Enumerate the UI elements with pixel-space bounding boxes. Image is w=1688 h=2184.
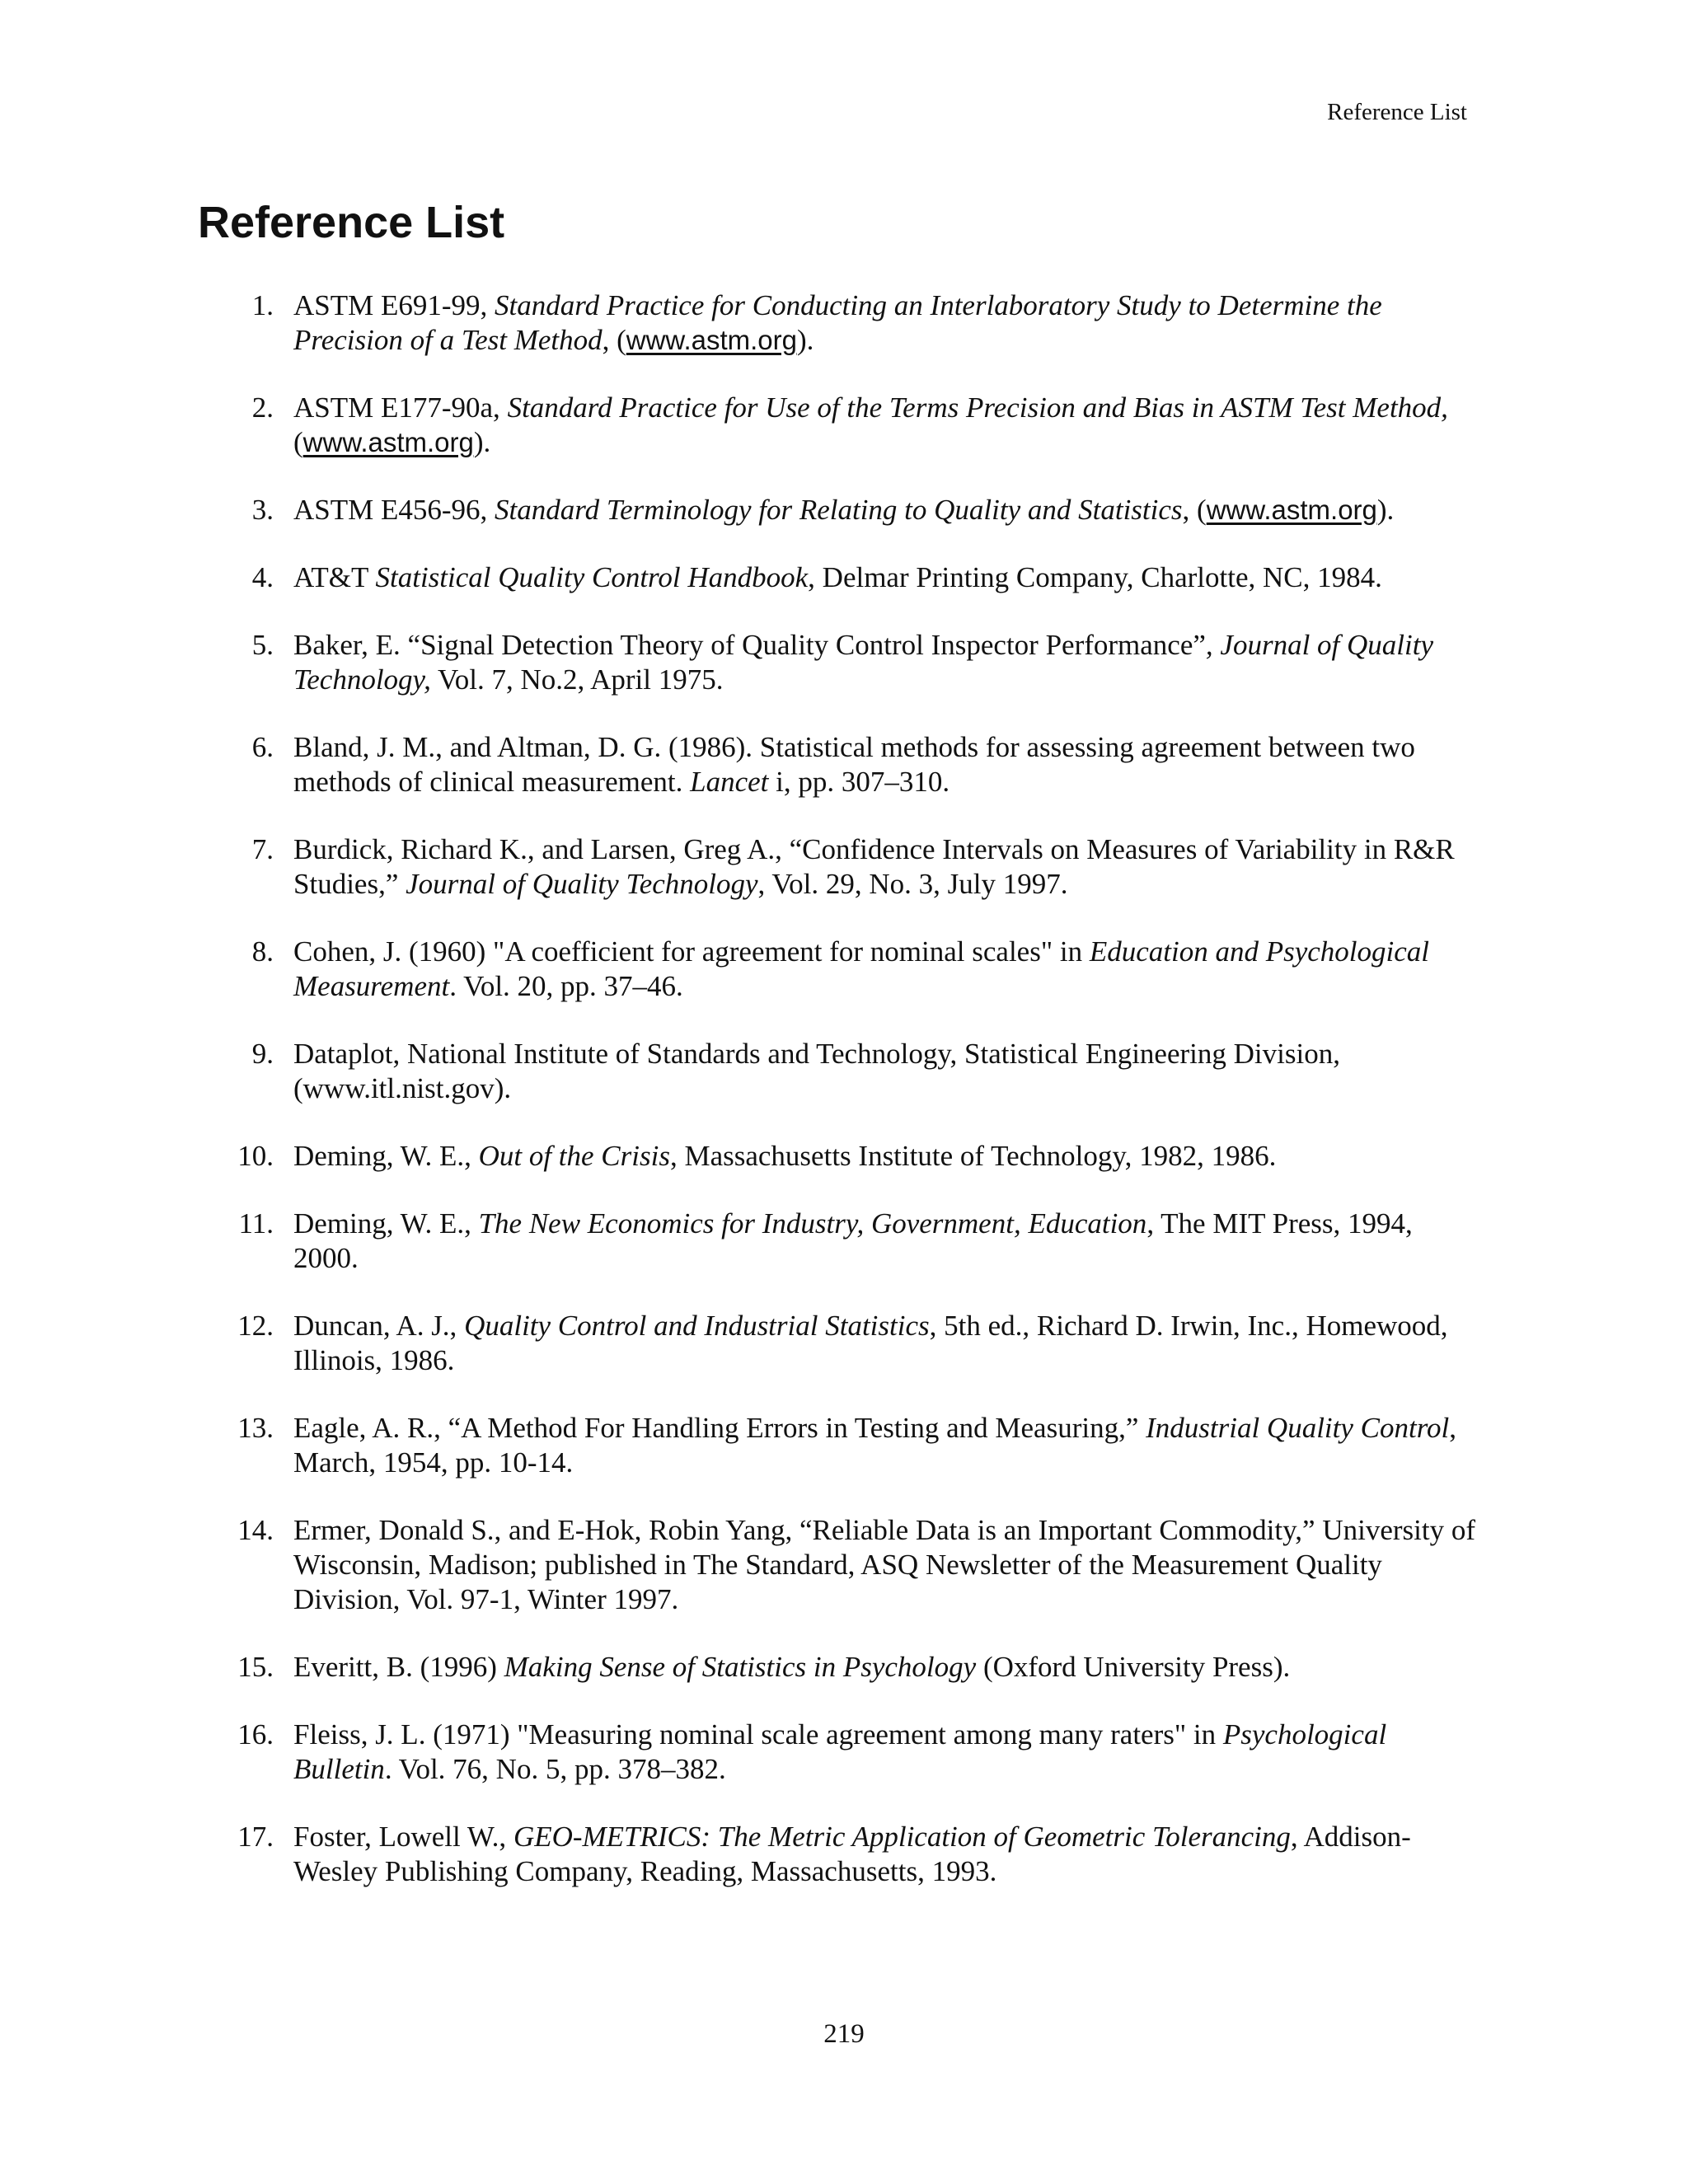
reference-number: 16. [237,1718,274,1750]
reference-text-segment: Ermer, Donald S., and E-Hok, Robin Yang, “Reliable Data is an Important Commodity,” University of Wisconsin, Madison; published in The Standard, ASQ Newsletter of the Measurement Quality Division, Vol. 97-1, Winter 1997. [293,1514,1476,1615]
reference-url-link[interactable]: www.astm.org [1206,494,1377,525]
reference-text-segment: , Delmar Printing Company, Charlotte, NC, 1984. [808,561,1382,593]
reference-text-segment: , March, 1954, pp. 10-14. [293,1412,1457,1479]
reference-text-segment: ( [293,426,303,458]
reference-text-segment: Dataplot, National Institute of Standards and Technology, Statistical Engineering Division, (www.itl.nist.gov). [293,1038,1340,1104]
reference-text [293,1514,1475,1615]
reference-item [224,288,1477,358]
reference-number: 13. [237,1412,274,1444]
reference-text [293,935,1429,1002]
reference-text [293,561,1382,593]
reference-title-italic: Industrial Quality Control [1146,1412,1450,1444]
reference-text-segment: ). [1376,494,1395,526]
reference-url-link[interactable]: www.astm.org [302,427,474,457]
reference-text [293,1207,1413,1274]
reference-title-italic: Lancet [690,766,769,798]
reference-item [224,1650,1477,1685]
reference-title-italic: Statistical Quality Control Handbook [375,561,809,593]
reference-item [224,1037,1477,1106]
reference-text-segment: Deming, W. E., [293,1207,479,1240]
reference-text [293,1718,1386,1785]
reference-text-segment: Cohen, J. (1960) "A coefficient for agreement for nominal scales" in [293,935,1090,968]
reference-text-segment: Duncan, A. J., [293,1310,465,1342]
reference-text-segment: Bland, J. M., and Altman, D. G. (1986). Statistical methods for assessing agreement between two methods of clinical measurement. [293,731,1415,798]
reference-item [224,1718,1477,1787]
reference-text-segment: Burdick, Richard K., and Larsen, Greg A., “Confidence Intervals on Measures of Variability in R&R Studies,” [293,833,1455,900]
reference-number: 12. [237,1310,274,1342]
reference-title-italic: , Journal of Quality Technology, [293,629,1434,696]
reference-text [293,1140,1276,1172]
reference-item [224,1513,1477,1617]
reference-title-italic: Out of the Crisis [478,1140,670,1172]
reference-text [293,1310,1448,1376]
reference-text-segment: , 5th ed., Richard D. Irwin, Inc., Homewood, Illinois, 1986. [293,1310,1448,1376]
reference-number: 10. [237,1140,274,1172]
reference-item [224,628,1477,697]
reference-text [293,494,1394,526]
running-header: Reference List [1327,99,1467,125]
reference-number: 4. [251,561,274,593]
reference-number: 7. [251,833,274,865]
reference-item [224,1411,1477,1480]
reference-number: 8. [251,935,274,968]
reference-number: 2. [251,391,274,424]
reference-text-segment: Vol. 7, No.2, April 1975. [430,663,724,696]
reference-item [224,1207,1477,1276]
reference-title-italic: Standard Practice for Use of the Terms Precision and Bias in ASTM Test Method, [507,391,1448,424]
page-title: Reference List [198,198,505,247]
reference-text [293,833,1455,900]
reference-item [224,832,1477,902]
reference-number: 6. [251,731,274,763]
reference-text-segment: ). [473,426,491,458]
reference-title-italic: GEO-METRICS: The Metric Application of Geometric Tolerancing [513,1821,1291,1853]
reference-number: 14. [237,1514,274,1546]
reference-text-segment: i, pp. 307–310. [768,766,950,798]
reference-text-segment: Foster, Lowell W., [293,1821,513,1853]
reference-title-italic: Education and Psychological Measurement [293,935,1429,1002]
reference-text-segment: , ( [1182,494,1207,526]
reference-number: 1. [251,289,274,321]
reference-text-segment: (Oxford University Press). [976,1651,1291,1683]
reference-number: 3. [251,494,274,526]
reference-title-italic: Journal of Quality Technology [406,868,758,900]
reference-text [293,1821,1411,1887]
reference-item [224,730,1477,799]
reference-number: 15. [237,1651,274,1683]
reference-item [224,493,1477,527]
reference-text-segment: ). [796,324,814,356]
reference-text-segment: Baker, E. “Signal Detection Theory of Quality Control Inspector Performance” [293,629,1206,661]
reference-title-italic: Psychological Bulletin [293,1718,1387,1785]
reference-item [224,391,1477,460]
reference-item [224,1309,1477,1378]
reference-number: 17. [237,1821,274,1853]
reference-item [224,1820,1477,1889]
reference-text-segment: , Vol. 29, No. 3, July 1997. [757,868,1068,900]
reference-url-link[interactable]: www.astm.org [626,325,797,355]
reference-title-italic: Standard Terminology for Relating to Quality and Statistics [495,494,1183,526]
reference-number: 9. [251,1038,274,1070]
reference-text-segment: AT&T [293,561,376,593]
reference-text [293,1651,1290,1683]
reference-text-segment: Deming, W. E., [293,1140,479,1172]
reference-text [293,629,1433,696]
reference-title-italic: Making Sense of Statistics in Psychology [504,1651,977,1683]
reference-text [293,1412,1456,1479]
reference-title-italic: Quality Control and Industrial Statistics [464,1310,930,1342]
reference-text [293,289,1382,356]
reference-item [224,935,1477,1004]
reference-text-segment: ASTM E456-96, [293,494,495,526]
reference-number: 5. [251,629,274,661]
reference-text-segment: Fleiss, J. L. (1971) "Measuring nominal scale agreement among many raters" in [293,1718,1223,1750]
reference-text-segment: , The MIT Press, 1994, 2000. [293,1207,1413,1274]
reference-title-italic: The New Economics for Industry, Government, Education [478,1207,1147,1240]
reference-text-segment: , Massachusetts Institute of Technology, 1982, 1986. [669,1140,1277,1172]
reference-text [293,1038,1340,1104]
reference-number: 11. [238,1207,274,1240]
reference-text-segment: . Vol. 76, No. 5, pp. 378–382. [384,1753,726,1785]
page-number: 219 [823,2019,865,2049]
reference-text-segment: Everitt, B. (1996) [293,1651,504,1683]
reference-item [224,560,1477,595]
reference-text-segment: ASTM E177-90a, [293,391,508,424]
reference-text-segment: ASTM E691-99, [293,289,495,321]
reference-text-segment: , ( [602,324,626,356]
reference-text-segment: , Addison-Wesley Publishing Company, Reading, Massachusetts, 1993. [293,1821,1411,1887]
reference-list [224,288,1477,1922]
reference-title-italic: Standard Practice for Conducting an Interlaboratory Study to Determine the Precision of a Test Method [293,289,1382,356]
reference-text-segment: . Vol. 20, pp. 37–46. [449,970,683,1002]
reference-text [293,731,1415,798]
reference-text-segment: Eagle, A. R., “A Method For Handling Errors in Testing and Measuring,” [293,1412,1146,1444]
reference-item [224,1139,1477,1174]
reference-text [293,391,1448,458]
